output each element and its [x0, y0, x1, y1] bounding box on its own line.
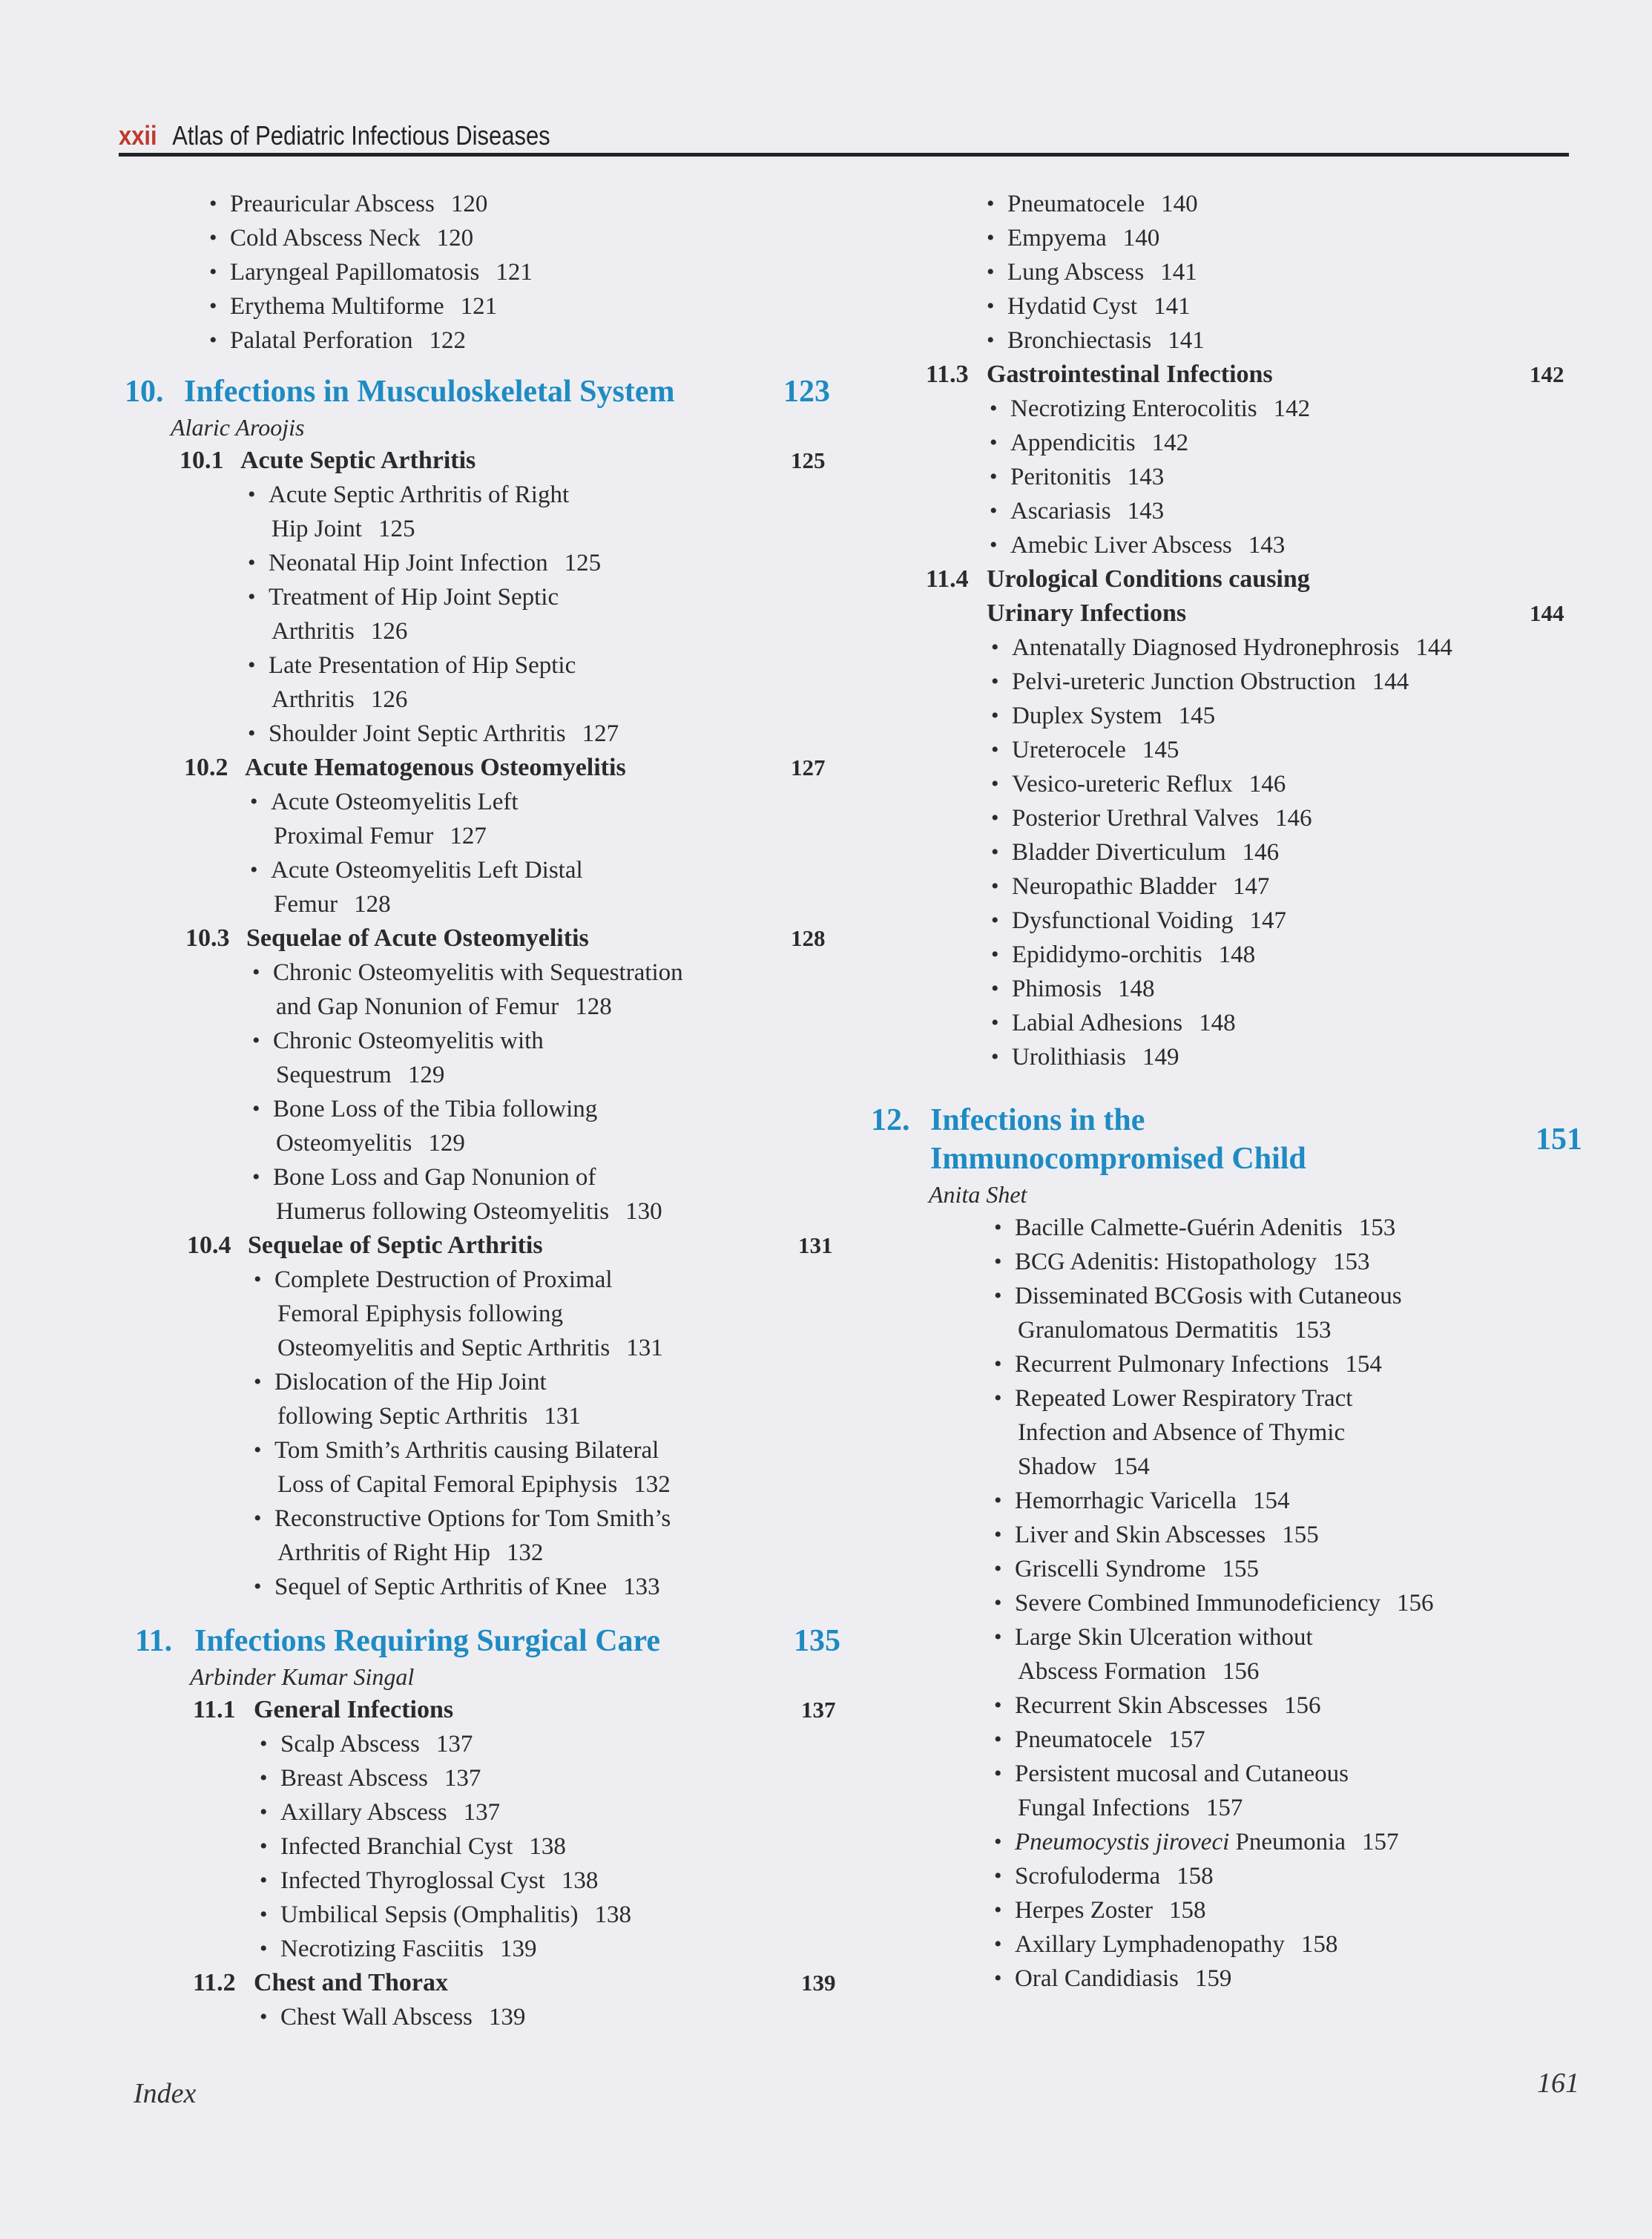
- section-heading[interactable]: 10.1 Acute Septic Arthritis 125: [180, 447, 826, 474]
- toc-entry[interactable]: • Scalp Abscess 137: [260, 1731, 473, 1758]
- section-heading[interactable]: 10.2 Acute Hematogenous Osteomyelitis 127: [184, 754, 826, 781]
- chapter-author: Arbinder Kumar Singal: [190, 1663, 415, 1690]
- toc-entry[interactable]: • Labial Adhesions 148: [991, 1010, 1236, 1036]
- toc-entry[interactable]: • Acute Osteomyelitis Left Proximal Femur 127: [250, 789, 519, 849]
- chapter-heading[interactable]: 12. Infections in the Immunocompromised Child 151: [871, 1103, 1582, 1176]
- toc-entry[interactable]: • Umbilical Sepsis (Omphalitis) 138: [260, 1901, 631, 1928]
- toc-entry[interactable]: • Pneumatocele 157: [994, 1726, 1205, 1753]
- toc-entry[interactable]: • Axillary Abscess 137: [260, 1799, 501, 1826]
- toc-entry[interactable]: • Chest Wall Abscess 139: [260, 2004, 526, 2031]
- toc-entry[interactable]: • Pelvi-ureteric Junction Obstruction 144: [991, 668, 1409, 695]
- toc-entry[interactable]: • Herpes Zoster 158: [994, 1897, 1206, 1924]
- toc-entry[interactable]: • Dislocation of the Hip Joint following Septic Arthritis 131: [254, 1369, 581, 1430]
- section-list: [119, 956, 838, 1229]
- section-list: [119, 1263, 838, 1604]
- chapter-author: Anita Shet: [929, 1181, 1027, 1208]
- toc-entry[interactable]: • Erythema Multiforme 121: [209, 293, 498, 320]
- toc-entry[interactable]: • Antenatally Diagnosed Hydronephrosis 144: [991, 634, 1452, 661]
- toc-entry[interactable]: • Shoulder Joint Septic Arthritis 127: [248, 720, 619, 747]
- toc-entry[interactable]: • Disseminated BCGosis with Cutaneous Granulomatous Dermatitis 153: [994, 1283, 1402, 1344]
- toc-entry[interactable]: • Infected Thyroglossal Cyst 138: [260, 1867, 599, 1894]
- toc-entry[interactable]: • Pneumocystis jiroveci Pneumonia 157: [994, 1829, 1399, 1855]
- toc-entry[interactable]: • Ureterocele 145: [991, 737, 1179, 763]
- toc-entry[interactable]: • Reconstructive Options for Tom Smith’s Arthritis of Right Hip 132: [254, 1505, 671, 1566]
- section-heading[interactable]: 10.3 Sequelae of Acute Osteomyelitis 128: [185, 924, 826, 952]
- toc-entry[interactable]: • Oral Candidiasis 159: [994, 1965, 1232, 1992]
- left-column: [119, 187, 838, 2034]
- section-heading[interactable]: 11.4 Urological Conditions causing Urinary Infections 144: [926, 565, 1564, 627]
- toc-entry[interactable]: • Bone Loss and Gap Nonunion of Humerus following Osteomyelitis 130: [252, 1164, 662, 1225]
- toc-entry[interactable]: • Empyema 140: [987, 225, 1160, 251]
- index-page-number: 161: [1537, 2068, 1579, 2099]
- carryover-list: [868, 187, 1580, 358]
- section-list: [119, 785, 838, 921]
- section-list: [119, 2000, 838, 2034]
- toc-entry[interactable]: • Palatal Perforation 122: [209, 327, 467, 354]
- toc-entry[interactable]: • Acute Osteomyelitis Left Distal Femur 128: [250, 857, 583, 918]
- carryover-list: [119, 187, 838, 358]
- toc-entry[interactable]: • BCG Adenitis: Histopathology 153: [994, 1249, 1370, 1275]
- toc-entry[interactable]: • Late Presentation of Hip Septic Arthritis 126: [248, 652, 576, 713]
- section-heading[interactable]: 10.4 Sequelae of Septic Arthritis 131: [187, 1232, 833, 1259]
- toc-entry[interactable]: • Repeated Lower Respiratory Tract Infection and Absence of Thymic Shadow 154: [994, 1385, 1353, 1480]
- toc-entry[interactable]: • Urolithiasis 149: [991, 1044, 1179, 1071]
- toc-entry[interactable]: • Posterior Urethral Valves 146: [991, 805, 1312, 832]
- running-header: [119, 119, 1366, 153]
- toc-entry[interactable]: • Scrofuloderma 158: [994, 1863, 1214, 1890]
- toc-entry[interactable]: • Treatment of Hip Joint Septic Arthritis 126: [248, 584, 559, 645]
- toc-entry[interactable]: • Chronic Osteomyelitis with Sequestrum 129: [252, 1028, 544, 1088]
- toc-entry[interactable]: • Tom Smith’s Arthritis causing Bilateral Loss of Capital Femoral Epiphysis 132: [254, 1437, 671, 1498]
- section-list: [868, 392, 1580, 562]
- toc-entry[interactable]: • Pneumatocele 140: [987, 191, 1198, 217]
- right-column: [868, 187, 1580, 1996]
- index-label[interactable]: Index: [134, 2078, 197, 2109]
- toc-entry[interactable]: • Epididymo-orchitis 148: [991, 941, 1256, 968]
- toc-entry[interactable]: • Hydatid Cyst 141: [987, 293, 1191, 320]
- toc-entry[interactable]: • Duplex System 145: [991, 703, 1216, 729]
- chapter-heading[interactable]: 10. Infections in Musculoskeletal System 123: [125, 375, 830, 409]
- toc-entry[interactable]: • Preauricular Abscess 120: [209, 191, 488, 217]
- section-heading[interactable]: 11.3 Gastrointestinal Infections 142: [926, 361, 1564, 388]
- toc-entry[interactable]: • Hemorrhagic Varicella 154: [994, 1487, 1290, 1514]
- toc-entry[interactable]: • Acute Septic Arthritis of Right Hip Joint 125: [248, 481, 570, 542]
- toc-entry[interactable]: • Severe Combined Immunodeficiency 156: [994, 1590, 1434, 1617]
- toc-entry[interactable]: • Laryngeal Papillomatosis 121: [209, 259, 533, 286]
- toc-entry[interactable]: • Bacille Calmette-Guérin Adenitis 153: [994, 1214, 1396, 1241]
- toc-entry[interactable]: • Recurrent Skin Abscesses 156: [994, 1692, 1321, 1719]
- toc-entry[interactable]: • Large Skin Ulceration without Abscess Formation 156: [994, 1624, 1313, 1685]
- toc-entry[interactable]: • Peritonitis 143: [990, 464, 1165, 490]
- toc-entry[interactable]: • Neonatal Hip Joint Infection 125: [248, 550, 602, 576]
- toc-entry[interactable]: • Amebic Liver Abscess 143: [990, 532, 1286, 559]
- section-heading[interactable]: 11.2 Chest and Thorax 139: [193, 1969, 836, 1996]
- toc-entry[interactable]: • Liver and Skin Abscesses 155: [994, 1522, 1319, 1548]
- toc-entry[interactable]: • Phimosis 148: [991, 976, 1155, 1002]
- chapter-list: [868, 1211, 1580, 1996]
- section-heading[interactable]: 11.1 General Infections 137: [193, 1696, 836, 1723]
- section-list: [119, 1727, 838, 1966]
- toc-entry[interactable]: • Neuropathic Bladder 147: [991, 873, 1270, 900]
- toc-entry[interactable]: • Recurrent Pulmonary Infections 154: [994, 1351, 1382, 1378]
- toc-entry[interactable]: • Dysfunctional Voiding 147: [991, 907, 1287, 934]
- toc-entry[interactable]: • Necrotizing Fasciitis 139: [260, 1936, 537, 1962]
- chapter-heading[interactable]: 11. Infections Requiring Surgical Care 135: [135, 1624, 840, 1658]
- toc-entry[interactable]: • Bladder Diverticulum 146: [991, 839, 1280, 866]
- toc-entry[interactable]: • Breast Abscess 137: [260, 1765, 481, 1792]
- toc-entry[interactable]: • Infected Branchial Cyst 138: [260, 1833, 566, 1860]
- toc-entry[interactable]: • Griscelli Syndrome 155: [994, 1556, 1260, 1582]
- chapter-author: Alaric Aroojis: [171, 414, 305, 441]
- toc-entry[interactable]: • Complete Destruction of Proximal Femoral Epiphysis following Osteomyelitis and Septic Arthritis 131: [254, 1266, 663, 1361]
- toc-entry[interactable]: • Lung Abscess 141: [987, 259, 1197, 286]
- toc-entry[interactable]: • Appendicitis 142: [990, 430, 1189, 456]
- toc-entry[interactable]: • Bronchiectasis 141: [987, 327, 1205, 354]
- toc-entry[interactable]: • Cold Abscess Neck 120: [209, 225, 474, 251]
- toc-entry[interactable]: • Sequel of Septic Arthritis of Knee 133: [254, 1574, 660, 1600]
- section-list: [119, 478, 838, 751]
- toc-entry[interactable]: • Chronic Osteomyelitis with Sequestration and Gap Nonunion of Femur 128: [252, 959, 683, 1020]
- toc-entry[interactable]: • Axillary Lymphadenopathy 158: [994, 1931, 1338, 1958]
- header-book-title: Atlas of Pediatric Infectious Diseases: [172, 120, 550, 151]
- section-list: [868, 631, 1580, 1074]
- header-page-number: xxii: [119, 120, 157, 151]
- toc-entry[interactable]: • Persistent mucosal and Cutaneous Fungal Infections 157: [994, 1760, 1349, 1821]
- toc-entry[interactable]: • Ascariasis 143: [990, 498, 1165, 525]
- header-rule: [119, 153, 1569, 157]
- toc-entry[interactable]: • Bone Loss of the Tibia following Osteomyelitis 129: [252, 1096, 598, 1157]
- toc-entry[interactable]: • Necrotizing Enterocolitis 142: [990, 395, 1311, 422]
- toc-entry[interactable]: • Vesico-ureteric Reflux 146: [991, 771, 1286, 798]
